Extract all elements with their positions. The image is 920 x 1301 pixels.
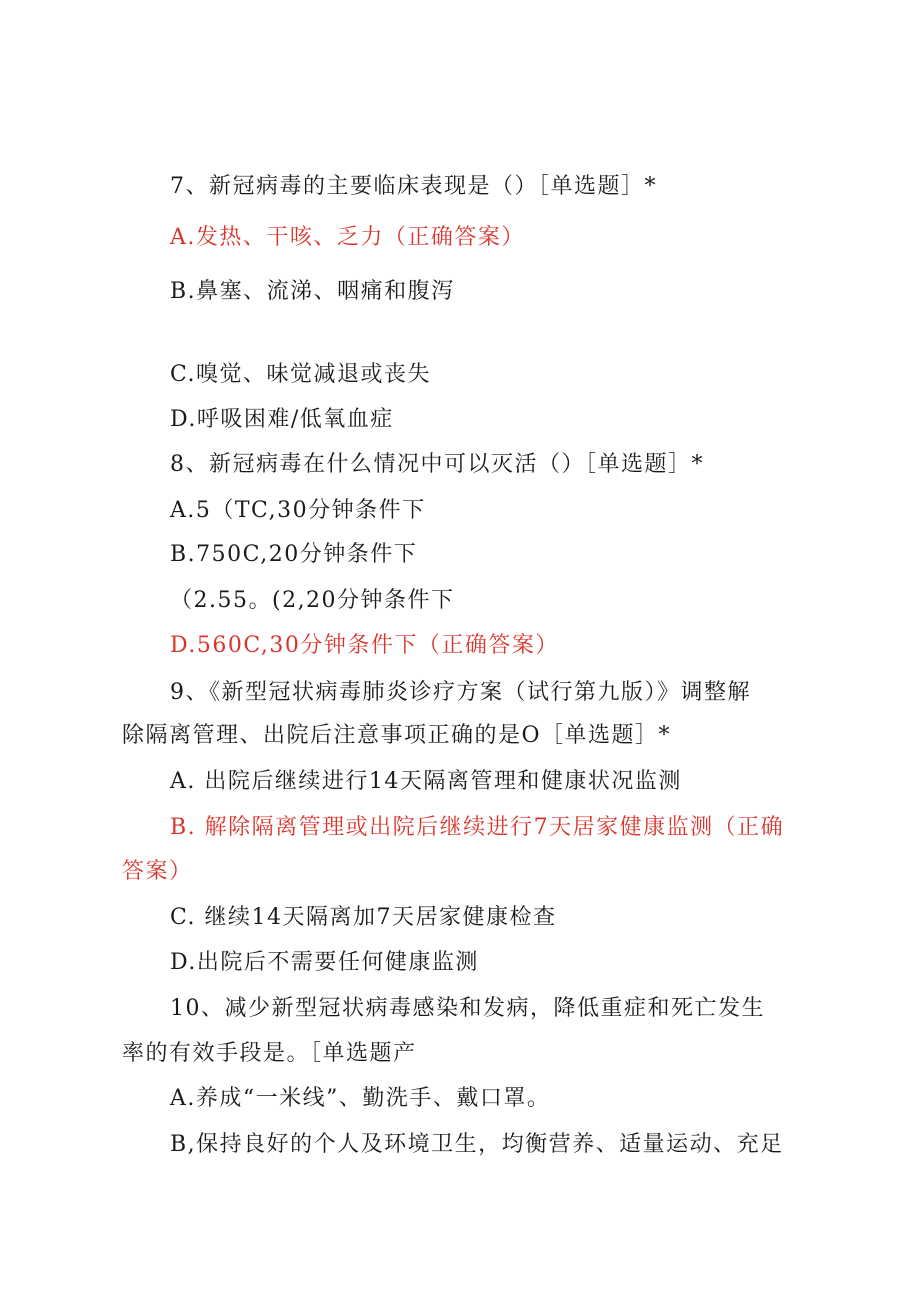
q9-question-line2: 除隔离管理、出院后注意事项正确的是O［单选题］* bbox=[122, 723, 672, 748]
q7-option-a-correct: A.发热、干咳、乏力（正确答案） bbox=[170, 225, 525, 250]
q9-option-d: D.出院后不需要任何健康监测 bbox=[170, 950, 479, 975]
q8-question: 8、新冠病毒在什么情况中可以灭活（）［单选题］* bbox=[170, 452, 704, 477]
q8-option-a: A.5（TC,30分钟条件下 bbox=[170, 498, 426, 523]
q9-option-a: A. 出院后继续进行14天隔离管理和健康状况监测 bbox=[170, 769, 682, 794]
q10-question-line1: 10、减少新型冠状病毒感染和发病，降低重症和死亡发生 bbox=[170, 996, 765, 1021]
q7-option-c: C.嗅觉、味觉减退或丧失 bbox=[170, 362, 432, 387]
q10-option-a: A.养成“一米线”、勤洗手、戴口罩。 bbox=[170, 1086, 551, 1111]
q9-question-line1: 9、《新型冠状病毒肺炎诊疗方案（试行第九版）》调整解 bbox=[170, 680, 751, 705]
q9-option-c: C. 继续14天隔离加7天居家健康检查 bbox=[170, 905, 557, 930]
q8-option-c: （2.55。(2,20分钟条件下 bbox=[170, 588, 455, 613]
q8-option-d-correct: D.560C,30分钟条件下（正确答案） bbox=[170, 633, 559, 658]
q7-option-d: D.呼吸困难/低氧血症 bbox=[170, 407, 394, 432]
q7-option-b: B.鼻塞、流涕、咽痛和腹泻 bbox=[170, 279, 455, 304]
q10-option-b-line1: B,保持良好的个人及环境卫生，均衡营养、适量运动、充足 bbox=[170, 1132, 784, 1157]
q7-question: 7、新冠病毒的主要临床表现是（）［单选题］* bbox=[170, 174, 657, 199]
q8-option-b: B.750C,20分钟条件下 bbox=[170, 542, 418, 567]
q9-option-b-correct-line2: 答案） bbox=[122, 859, 193, 884]
q9-option-b-correct-line1: B. 解除隔离管理或出院后继续进行7天居家健康监测（正确 bbox=[170, 815, 785, 840]
q10-question-line2: 率的有效手段是。［单选题产 bbox=[122, 1041, 417, 1066]
